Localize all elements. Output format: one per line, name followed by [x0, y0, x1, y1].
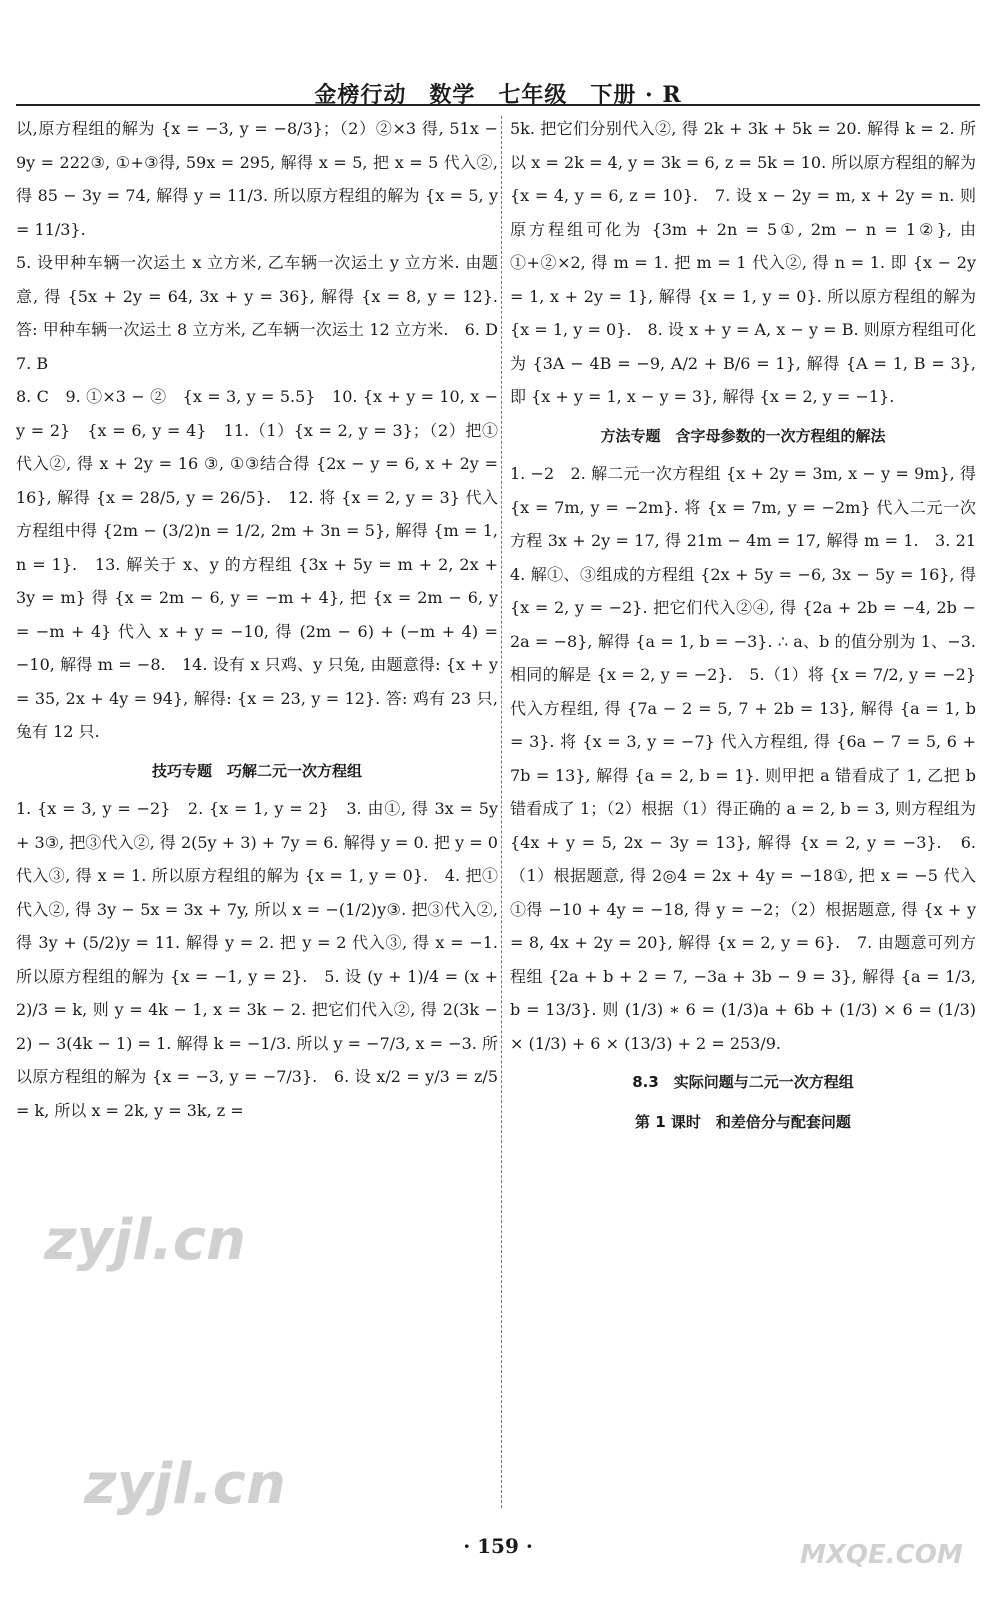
page-header: 金榜行动 数学 七年级 下册 · R — [314, 82, 682, 108]
left-paragraph: 5. 设甲种车辆一次运土 x 立方米, 乙车辆一次运土 y 立方米. 由题意, 得 {5x + 2y = 64, 3x + y = 36}, 解得 {x = 8, y = 12}. 答: 甲种车辆一次运土 8 立方米, 乙车辆一次运土 12 立方米. 6. D 7. B — [16, 253, 515, 373]
lesson-heading: 第 1 课时 和差倍分与配套问题 — [635, 1112, 851, 1131]
section-title-skills: 技巧专题 巧解二元一次方程组 — [151, 761, 362, 780]
watermark: zyjl.cn — [84, 1452, 286, 1517]
column-divider — [501, 116, 502, 1508]
left-paragraph: 以,原方程组的解为 {x = −3, y = −8/3}；（2）②×3 得, 51x − 9y = 222③, ①+③得, 59x = 295, 解得 x = 5, 把 x = 5 代入②, 得 85 − 3y = 74, 解得 y = 11/3. 所以原方程组的解为 {x = 5, y = 11/3}. — [16, 119, 498, 239]
right-paragraph: 1. −2 2. 解二元一次方程组 {x + 2y = 3m, x − y = 9m}, 得 {x = 7m, y = −2m}. 将 {x = 7m, y = −2m} 代入二元一次方程 3x + 2y = 17, 得 21m − 4m = 17, 解得 m = 1. 3. 21 4. 解①、③组成的方程组 {2x + 5y = −6, 3x − 5y = 16}, 得 {x = 2, y = −2}. 把它们代入②④, 得 {2a + 2b = −4, 2b − 2a = −8}, 解得 {a = 1, b = −3}. ∴ a、b 的值分别为 1、−3. 相同的解是 {x = 2, y = −2}. 5.（1）将 {x = 7/2, y = −2} 代入方程组, 得 {7a − 2 = 5, 7 + 2b = 13}, 解得 {a = 1, b = 3}. 将 {x = 3, y = −7} 代入方程组, 得 {6a − 7 = 5, 6 + 7b = 13}, 解得 {a = 2, b = 1}. 则甲把 a 错看成了 1, 乙把 b 错看成了 1；（2）根据（1）得正确的 a = 2, b = 3, 则方程组为 {4x + y = 5, 2x − 3y = 13}, 解得 {x = 2, y = −3}. 6.（1）根据题意, 得 2◎4 = 2x + 4y = −18①, 把 x = −5 代入①得 −10 + 4y = −18, 得 y = −2；（2）根据题意, 得 {x + y = 8, 4x + 2y = 20}, 解得 {x = 2, y = 6}. 7. 由题意可列方程组 {2a + b + 2 = 7, −3a + 3b − 9 = 3}, 解得 {a = 1/3, b = 13/3}. 则 (1/3) ∗ 6 = (1/3)a + 6b + (1/3) × 6 = (1/3) × (1/3) + 6 × (13/3) + 2 = 253/9. — [510, 464, 993, 1053]
left-column — [16, 112, 515, 1510]
left-paragraph: 8. C 9. ①×3 − ② {x = 3, y = 5.5} 10. {x + y = 10, x − y = 2} {x = 6, y = 4} 11.（1）{x = 2, y = 3}；（2）把①代入②, 得 x + 2y = 16 ③, ①③结合得 {2x − y = 6, x + 2y = 16}, 解得 {x = 28/5, y = 26/5}. 12. 将 {x = 2, y = 3} 代入方程组中得 {2m − (3/2)n = 1/2, 2m + 3n = 5}, 解得 {m = 1, n = 1}. 13. 解关于 x、y 的方程组 {3x + 5y = m + 2, 2x + 3y = m} 得 {x = 2m − 6, y = −m + 4}, 把 {x = 2m − 6, y = −m + 4} 代入 x + y = −10, 得 (2m − 6) + (−m + 4) = −10, 解得 m = −8. 14. 设有 x 只鸡、y 只兔, 由题意得: {x + y = 35, 2x + 4y = 94}, 解得: {x = 23, y = 12}. 答: 鸡有 23 只, 兔有 12 只. — [16, 387, 498, 741]
right-paragraph: 5k. 把它们分别代入②, 得 2k + 3k + 5k = 20. 解得 k = 2. 所以 x = 2k = 4, y = 3k = 6, z = 5k = 10. 所以原方程组的解为 {x = 4, y = 6, z = 10}. 7. 设 x − 2y = m, x + 2y = n. 则原方程组可化为 {3m + 2n = 5①, 2m − n = 1②}, 由①+②×2, 得 m = 1. 把 m = 1 代入②, 得 n = 1. 即 {x − 2y = 1, x + 2y = 1}, 解得 {x = 1, y = 0}. 所以原方程组的解为 {x = 1, y = 0}. 8. 设 x + y = A, x − y = B. 则原方程组可化为 {3A − 4B = −9, A/2 + B/6 = 1}, 解得 {A = 1, B = 3}, 即 {x + y = 1, x − y = 3}, 解得 {x = 2, y = −1}. — [510, 119, 976, 406]
watermark: zyjl.cn — [44, 1208, 246, 1273]
section-title-methods: 方法专题 含字母参数的一次方程组的解法 — [600, 426, 886, 445]
right-column — [510, 112, 993, 1510]
watermark: MXQE.COM — [800, 1540, 963, 1570]
page-number: · 159 · — [463, 1534, 533, 1558]
chapter-heading: 8.3 实际问题与二元一次方程组 — [632, 1073, 854, 1091]
header-rule — [16, 104, 980, 106]
left-paragraph: 1. {x = 3, y = −2} 2. {x = 1, y = 2} 3. 由①, 得 3x = 5y + 3③, 把③代入②, 得 2(5y + 3) + 7y = 6. 解得 y = 0. 把 y = 0 代入③, 得 x = 1. 所以原方程组的解为 {x = 1, y = 0}. 4. 把①代入②, 得 3y − 5x = 3x + 7y, 所以 x = −(1/2)y③. 把③代入②, 得 3y + (5/2)y = 11. 解得 y = 2. 把 y = 2 代入③, 得 x = −1. 所以原方程组的解为 {x = −1, y = 2}. 5. 设 (y + 1)/4 = (x + 2)/3 = k, 则 y = 4k − 1, x = 3k − 2. 把它们代入②, 得 2(3k − 2) − 3(4k − 1) = 1. 解得 k = −1/3. 所以 y = −7/3, x = −3. 所以原方程组的解为 {x = −3, y = −7/3}. 6. 设 x/2 = y/3 = z/5 = k, 所以 x = 2k, y = 3k, z = — [16, 799, 498, 1120]
